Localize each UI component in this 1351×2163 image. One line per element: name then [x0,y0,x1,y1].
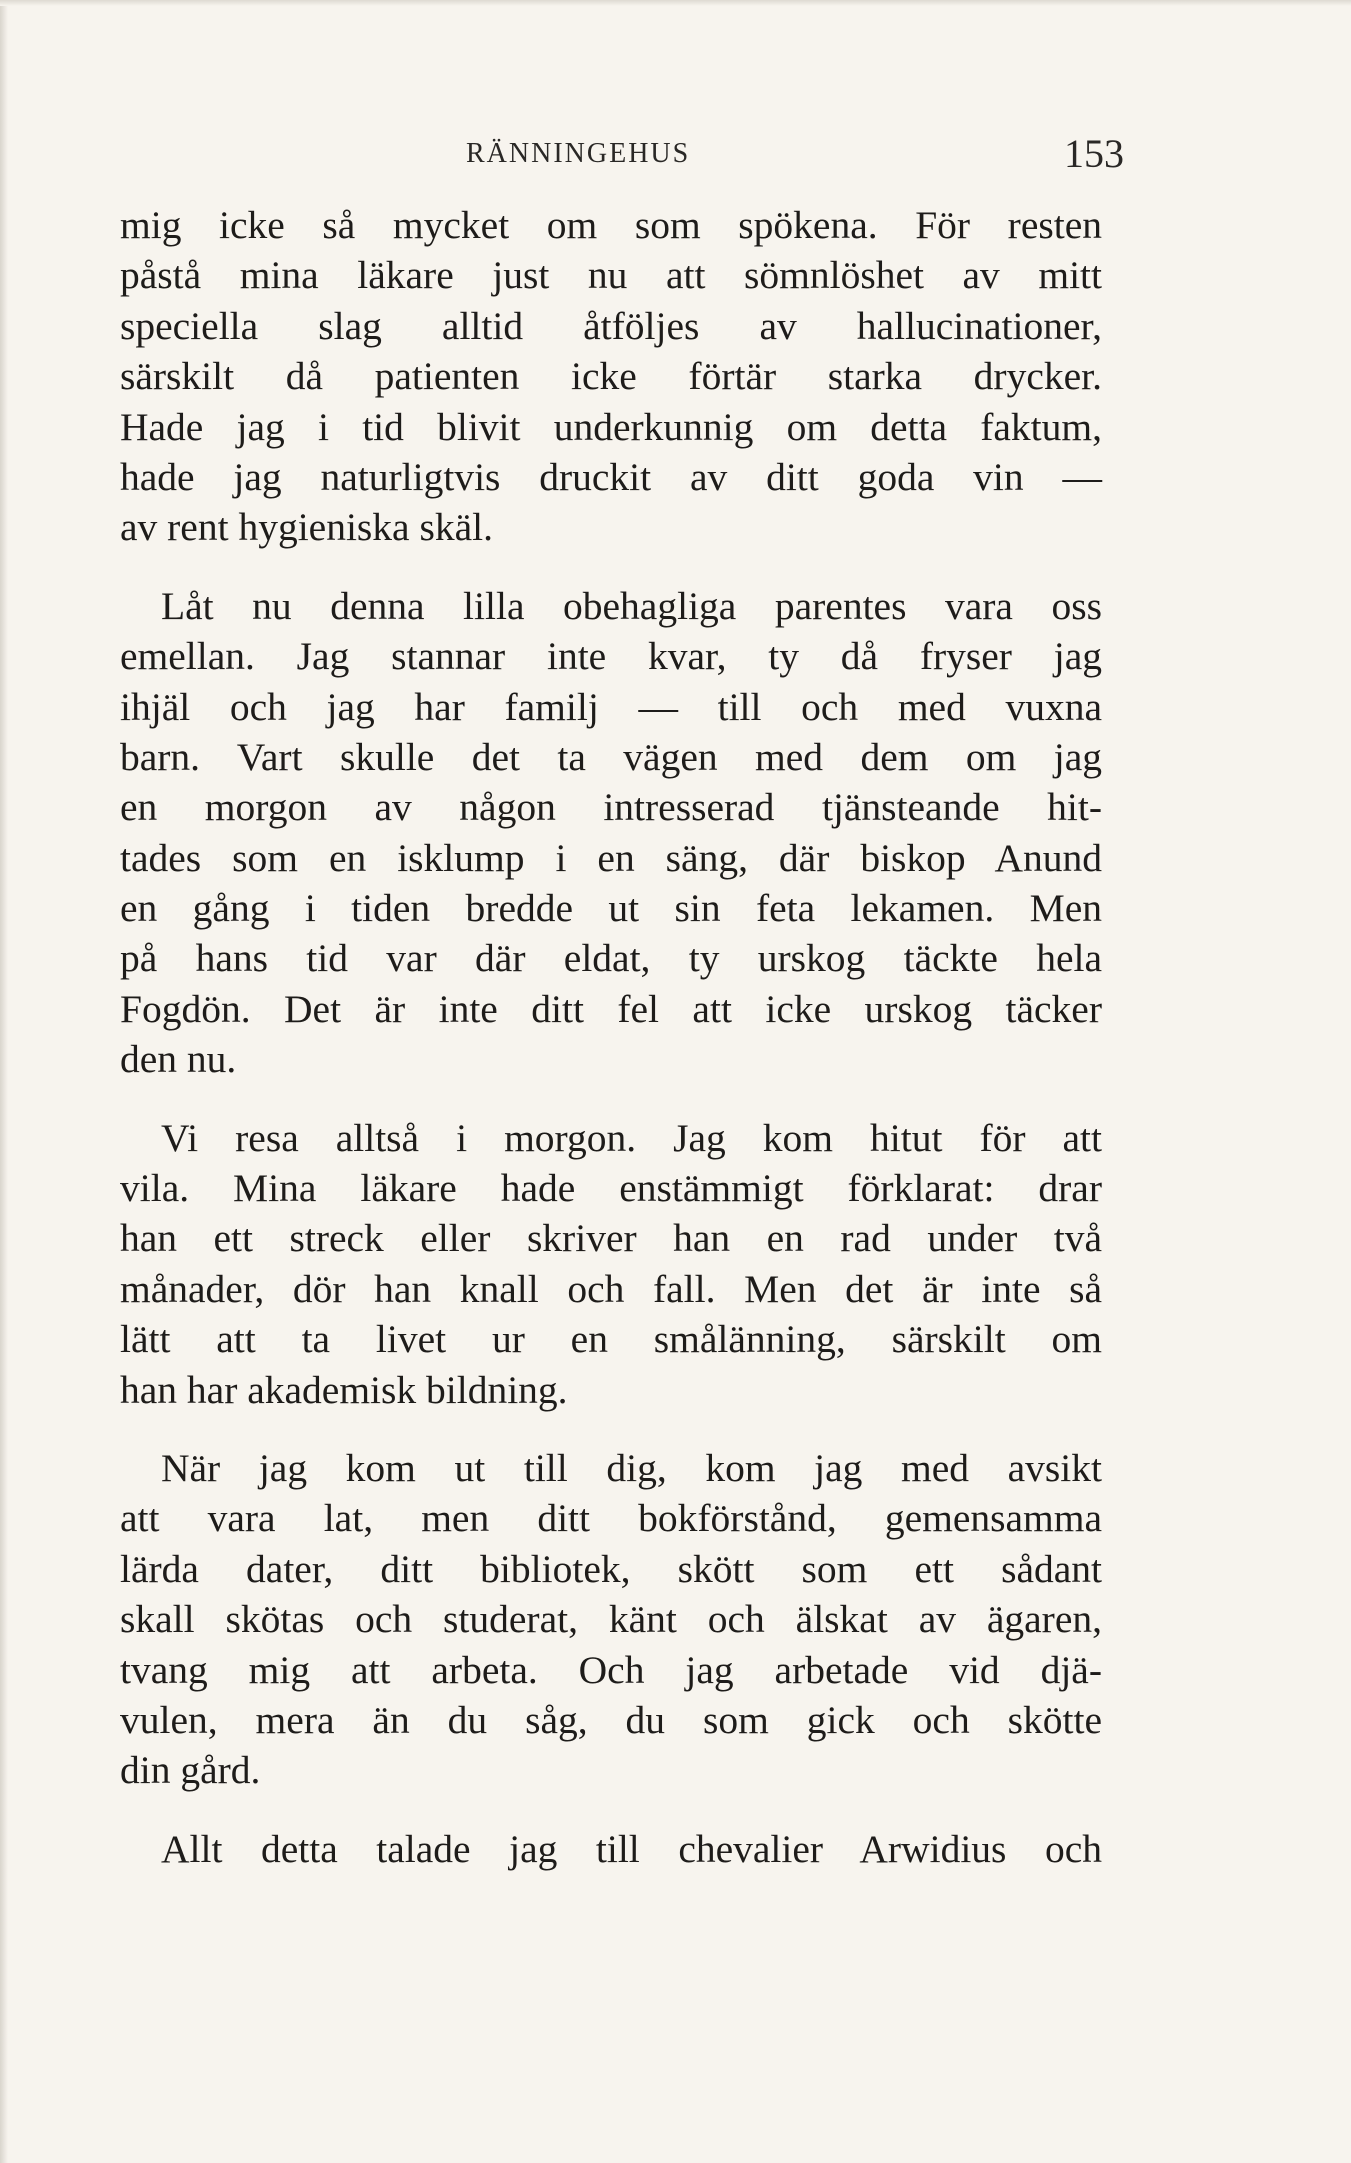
text-line: Låt nu denna lilla obehagliga parentes vara oss [161,583,1102,628]
text-line: ihjäl och jag har familj — till och med vuxna [120,684,1102,729]
text-line: påstå mina läkare just nu att sömnlöshet av mitt [120,253,1102,298]
text-line: vulen, mera än du såg, du som gick och skötte [120,1697,1102,1742]
text-line: tvang mig att arbeta. Och jag arbetade vid djä- [120,1647,1102,1692]
paragraph [120,581,1102,1085]
text-line: speciella slag alltid åtföljes av hallucinationer, [120,303,1102,348]
text-line: han har akademisk bildning. [120,1367,568,1412]
text-line: han ett streck eller skriver han en rad under två [120,1216,1102,1261]
text-line: När jag kom ut till dig, kom jag med avsikt [161,1445,1102,1490]
text-line: mig icke så mycket om som spökena. För resten [120,203,1102,247]
text-line: särskilt då patienten icke förtär starka drycker. [120,354,1102,399]
text-line: din gård. [120,1748,261,1793]
text-line: skall skötas och studerat, känt och älskat av ägaren, [120,1597,1102,1642]
page-top-edge-shadow [0,0,1351,6]
text-line: lärda dater, ditt bibliotek, skött som ett sådant [120,1546,1102,1591]
page-left-edge-shadow [0,0,8,2163]
running-head: RÄNNINGEHUS [466,138,691,169]
text-line: av rent hygieniska skäl. [120,505,493,550]
text-line: lätt att ta livet ur en smålänning, särskilt om [120,1317,1102,1362]
text-line: en morgon av någon intresserad tjänsteande hit- [120,785,1102,830]
text-line: Hade jag i tid blivit underkunnig om detta faktum, [120,404,1102,449]
text-line: Fogdön. Det är inte ditt fel att icke urskog täcker [120,986,1102,1031]
text-line: att vara lat, men ditt bokförstånd, gemensamma [120,1496,1102,1541]
text-line: hade jag naturligtvis druckit av ditt goda vin — [120,454,1102,499]
text-line: vila. Mina läkare hade enstämmigt förklarat: drar [120,1166,1102,1211]
text-line: en gång i tiden bredde ut sin feta lekamen. Men [120,886,1102,931]
text-line: den nu. [120,1037,237,1082]
text-line: tades som en isklump i en säng, där biskop Anund [120,835,1102,880]
paragraph [120,1824,1102,1874]
text-line: Vi resa alltså i morgon. Jag kom hitut för att [161,1115,1102,1160]
page-number: 153 [1064,131,1124,176]
text-line: på hans tid var där eldat, ty urskog täckte hela [120,936,1102,981]
text-line: emellan. Jag stannar inte kvar, ty då fryser jag [120,634,1102,679]
paragraph [120,1443,1102,1796]
paragraph [120,1113,1102,1415]
paragraph [120,200,1102,553]
text-line: Allt detta talade jag till chevalier Arwidius och [161,1826,1102,1871]
text-line: barn. Vart skulle det ta vägen med dem om jag [120,734,1102,779]
text-line: månader, dör han knall och fall. Men det är inte så [120,1266,1102,1311]
body-text [120,200,1102,1902]
